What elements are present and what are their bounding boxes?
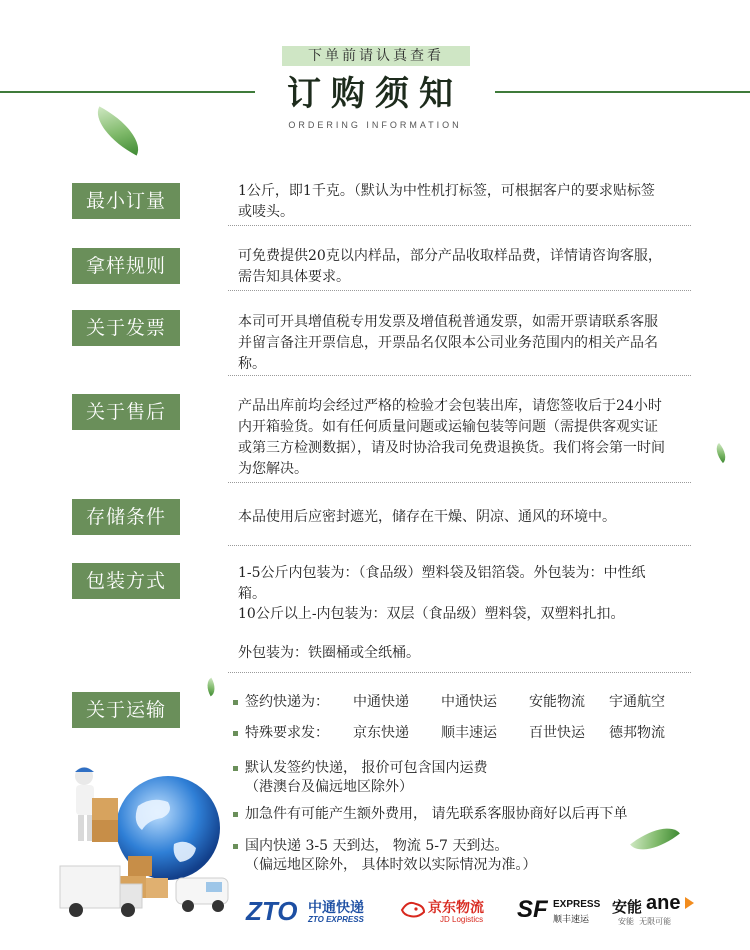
shipping-note-text: 国内快递 3-5 天到达， 物流 5-7 天到达。 [245, 838, 509, 854]
ane-logo-tag: 安能 无限可能 [618, 917, 672, 926]
divider [228, 375, 691, 376]
divider [228, 545, 691, 546]
sf-logo-en: EXPRESS [553, 899, 601, 910]
shipping-note-default [233, 758, 487, 779]
shipping-note-time-sub: （偏远地区除外， 具体时效以实际情况为准。） [245, 857, 537, 873]
ane-logo-cn: 安能 [612, 898, 643, 916]
page-title: 订购须知 [287, 74, 463, 114]
text-packaging-1: 1-5公斤内包装为：（食品级）塑料袋及铝箔袋。外包装为：中性纸箱。 [238, 565, 646, 602]
sf-logo [517, 896, 601, 926]
ane-logo-en: ane [646, 892, 681, 914]
text-packaging-2: 10公斤以上-内包装为：双层（食品级）塑料袋，双塑料扎扣。 [238, 606, 625, 622]
carrier-name: 百世快运 [529, 725, 585, 741]
header-line-right [495, 91, 750, 93]
carrier-name: 顺丰速运 [441, 725, 497, 741]
label-invoice: 关于发票 [72, 310, 180, 346]
label-packaging: 包装方式 [72, 563, 180, 599]
shipping-special-row [233, 723, 665, 744]
shipping-note-default-sub: （港澳台及偏远地区除外） [245, 779, 413, 795]
sf-logo-cn: 顺丰速运 [553, 915, 590, 925]
label-shipping: 关于运输 [72, 692, 180, 728]
page-subtitle: ORDERING INFORMATION [288, 120, 462, 130]
leaf-decoration-bottom [630, 816, 680, 862]
label-storage: 存储条件 [72, 499, 180, 535]
divider [228, 225, 691, 226]
carrier-name: 宇通航空 [609, 694, 665, 710]
bullet-icon [233, 700, 238, 705]
jd-logo-cn: 京东物流 [428, 900, 484, 916]
ane-arrow-icon [685, 897, 694, 909]
shipping-note-text: 默认发签约快递， 报价可包含国内运费 [245, 760, 488, 776]
text-storage: 本品使用后应密封遮光，储存在干燥、阴凉、通风的环境中。 [238, 509, 616, 525]
divider [228, 482, 691, 483]
carrier-name: 中通快运 [441, 694, 497, 710]
leaf-decoration-right [711, 443, 730, 463]
logistics-illustration [56, 758, 236, 926]
zto-logo-en: ZTO EXPRESS [308, 915, 364, 924]
shipping-row-title: 签约快递为： [245, 694, 329, 710]
divider [228, 672, 691, 673]
carrier-name: 京东快递 [353, 725, 409, 741]
header-line-left [0, 91, 255, 93]
carrier-name: 德邦物流 [609, 725, 665, 741]
leaf-decoration-mid [203, 678, 220, 697]
text-packaging-3: 外包装为：铁圈桶或全纸桶。 [238, 645, 420, 661]
zto-logo [246, 896, 386, 926]
shipping-contracted-row [233, 692, 665, 713]
bullet-icon [233, 731, 238, 736]
shipping-note-time [233, 836, 508, 857]
jd-logo [400, 896, 500, 926]
text-invoice: 本司可开具增值税专用发票及增值税普通发票，如需开票请联系客服并留言备注开票信息，开票品名仅限本公司业务范围内的相关产品名称。 [238, 314, 658, 372]
zto-logo-mark: ZTO [246, 896, 298, 926]
shipping-row-title: 特殊要求发： [245, 725, 329, 741]
text-sample-rules: 可免费提供20克以内样品，部分产品收取样品费，详情请咨询客服，需告知具体要求。 [238, 248, 662, 285]
divider [228, 290, 691, 291]
carrier-name: 安能物流 [529, 694, 585, 710]
carrier-name: 中通快递 [353, 694, 409, 710]
shipping-note-text: 加急件有可能产生额外费用， 请先联系客服协商好以后再下单 [245, 806, 628, 822]
text-min-order: 1公斤，即1千克。（默认为中性机打标签，可根据客户的要求贴标签或唛头。 [238, 183, 655, 220]
jd-logo-en: JD Logistics [440, 915, 484, 924]
sf-logo-mark: SF [517, 896, 548, 923]
ane-logo [612, 894, 702, 926]
label-after-sales: 关于售后 [72, 394, 180, 430]
label-sample-rules: 拿样规则 [72, 248, 180, 284]
shipping-note-urgent [233, 804, 627, 825]
label-min-order: 最小订量 [72, 183, 180, 219]
leaf-decoration-top [87, 106, 149, 155]
header-tag: 下单前请认真查看 [282, 46, 470, 66]
zto-logo-cn: 中通快递 [308, 900, 364, 916]
jd-dog-icon [400, 900, 426, 920]
text-after-sales: 产品出库前均会经过严格的检验才会包装出库，请您签收后于24小时内开箱验货。如有任何质量问题或运输包装等问题（需提供客观实证或第三方检测数据），请及时协洽我司免费退换货。我们将会第一时间为您解决。 [238, 398, 665, 477]
